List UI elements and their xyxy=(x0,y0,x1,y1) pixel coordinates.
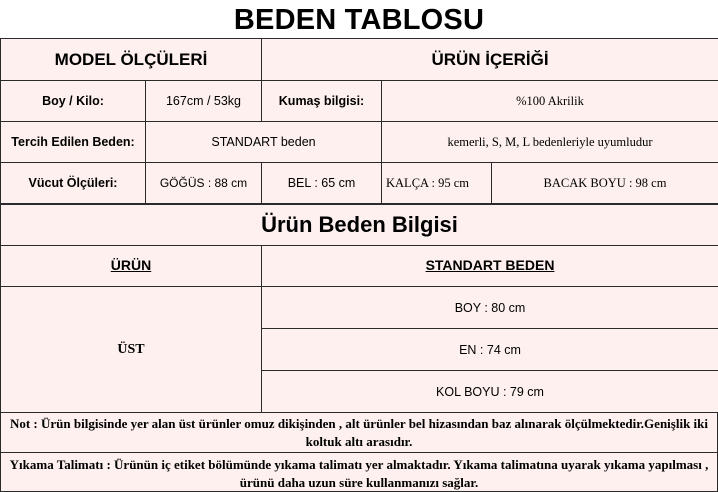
hip-measure: KALÇA : 95 cm xyxy=(382,163,492,204)
preferred-size-value: STANDART beden xyxy=(146,122,382,163)
content-header: ÜRÜN İÇERİĞİ xyxy=(262,39,718,81)
sleeve-length-measure: KOL BOYU : 79 cm xyxy=(262,371,718,413)
length-measure: BOY : 80 cm xyxy=(262,287,718,329)
leg-length-measure: BACAK BOYU : 98 cm xyxy=(492,163,718,204)
model-measurements-table xyxy=(0,38,718,204)
body-measurements-label: Vücut Ölçüleri: xyxy=(1,163,146,204)
product-size-table xyxy=(0,204,718,413)
page-title: BEDEN TABLOSU xyxy=(0,0,718,38)
height-weight-label: Boy / Kilo: xyxy=(1,81,146,122)
fabric-value: %100 Akrilik xyxy=(382,81,718,122)
product-column-header: ÜRÜN xyxy=(1,246,262,287)
chest-measure: GÖĞÜS : 88 cm xyxy=(146,163,262,204)
width-measure: EN : 74 cm xyxy=(262,329,718,371)
product-section-title: Ürün Beden Bilgisi xyxy=(1,205,718,246)
size-compatibility-note: kemerli, S, M, L bedenleriyle uyumludur xyxy=(382,122,718,163)
washing-instructions: Yıkama Talimatı : Ürünün iç etiket bölümünde yıkama talimatı yer almaktadır. Yıkama talimatına uyarak yıkama yapılması , ürünü daha uzun süre kullanmanızı sağlar. xyxy=(0,453,718,492)
preferred-size-label: Tercih Edilen Beden: xyxy=(1,122,146,163)
product-item: ÜST xyxy=(1,287,262,413)
height-weight-value: 167cm / 53kg xyxy=(146,81,262,122)
fabric-label: Kumaş bilgisi: xyxy=(262,81,382,122)
model-header: MODEL ÖLÇÜLERİ xyxy=(1,39,262,81)
waist-measure: BEL : 65 cm xyxy=(262,163,382,204)
measurement-note: Not : Ürün bilgisinde yer alan üst ürünler omuz dikişinden , alt ürünler bel hizasından baz alınarak ölçülmektedir.Genişlik iki koltuk altı arasıdır. xyxy=(0,413,718,453)
size-column-header: STANDART BEDEN xyxy=(262,246,718,287)
